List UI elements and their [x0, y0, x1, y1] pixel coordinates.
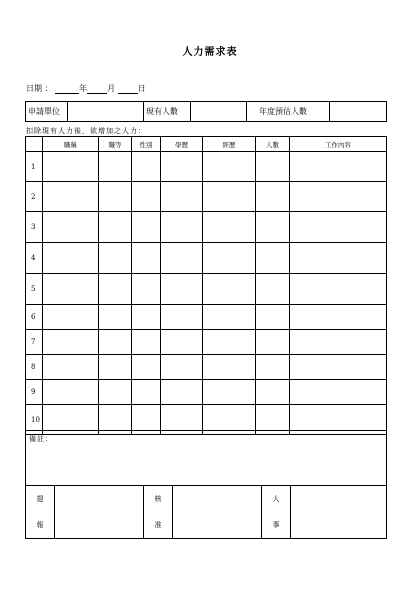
- hr-label: 人 事: [262, 486, 291, 539]
- table-cell[interactable]: [161, 380, 203, 405]
- table-row: [26, 380, 387, 405]
- table-cell[interactable]: [203, 182, 256, 212]
- hr-signature-field[interactable]: [291, 486, 387, 539]
- header-cell: 職稱: [43, 137, 99, 152]
- table-cell[interactable]: [132, 152, 161, 182]
- table-cell[interactable]: [99, 380, 132, 405]
- table-cell[interactable]: [132, 355, 161, 380]
- year-field[interactable]: [55, 84, 79, 94]
- table-cell[interactable]: [256, 330, 290, 355]
- row-number: 7: [26, 330, 43, 355]
- remarks-field[interactable]: [26, 431, 387, 486]
- table-cell[interactable]: [290, 243, 387, 274]
- table-cell[interactable]: [99, 243, 132, 274]
- annual-estimate-field[interactable]: [330, 102, 387, 122]
- table-row: [26, 212, 387, 243]
- table-cell[interactable]: [203, 355, 256, 380]
- table-cell[interactable]: [132, 212, 161, 243]
- table-row: [26, 305, 387, 330]
- header-cell: 經歷: [203, 137, 256, 152]
- table-cell[interactable]: [161, 274, 203, 305]
- table-row: [26, 330, 387, 355]
- table-cell[interactable]: [256, 212, 290, 243]
- table-cell[interactable]: [43, 330, 99, 355]
- header-cell: [26, 137, 43, 152]
- request-table: [25, 136, 387, 435]
- table-cell[interactable]: [256, 152, 290, 182]
- table-cell[interactable]: [203, 330, 256, 355]
- table-cell[interactable]: [161, 243, 203, 274]
- table-cell[interactable]: [203, 380, 256, 405]
- approve-signature-field[interactable]: [173, 486, 262, 539]
- table-cell[interactable]: [256, 305, 290, 330]
- table-cell[interactable]: [161, 330, 203, 355]
- table-cell[interactable]: [43, 274, 99, 305]
- header-cell: 工作內容: [290, 137, 387, 152]
- table-cell[interactable]: [43, 243, 99, 274]
- header-cell: 學歷: [161, 137, 203, 152]
- table-cell[interactable]: [99, 274, 132, 305]
- table-cell[interactable]: [43, 212, 99, 243]
- table-cell[interactable]: [161, 305, 203, 330]
- table-cell[interactable]: [161, 152, 203, 182]
- table-cell[interactable]: [161, 212, 203, 243]
- row-number: 5: [26, 274, 43, 305]
- current-headcount-field[interactable]: [191, 102, 247, 122]
- table-row: [26, 243, 387, 274]
- approve-label: 核 准: [144, 486, 173, 539]
- table-cell[interactable]: [132, 380, 161, 405]
- table-cell[interactable]: [290, 182, 387, 212]
- table-cell[interactable]: [161, 355, 203, 380]
- table-cell[interactable]: [256, 274, 290, 305]
- row-number: 4: [26, 243, 43, 274]
- applying-unit-label: 申請單位: [26, 102, 68, 122]
- table-cell[interactable]: [132, 274, 161, 305]
- table-cell[interactable]: [203, 305, 256, 330]
- row-number: 1: [26, 152, 43, 182]
- propose-label: 提 報: [26, 486, 55, 539]
- day-label: 日: [137, 84, 146, 93]
- table-cell[interactable]: [290, 305, 387, 330]
- table-cell[interactable]: [256, 182, 290, 212]
- request-note: 扣除現有人力後，欲增加之人力：: [26, 127, 146, 135]
- table-cell[interactable]: [99, 212, 132, 243]
- row-number: 8: [26, 355, 43, 380]
- form-title: 人力需求表: [182, 47, 238, 58]
- table-cell[interactable]: [290, 212, 387, 243]
- table-cell[interactable]: [203, 152, 256, 182]
- table-cell[interactable]: [132, 243, 161, 274]
- table-cell[interactable]: [43, 380, 99, 405]
- header-cell: 性別: [132, 137, 161, 152]
- table-row: [26, 274, 387, 305]
- table-cell[interactable]: [256, 355, 290, 380]
- table-cell[interactable]: [290, 274, 387, 305]
- table-cell[interactable]: [203, 212, 256, 243]
- table-cell[interactable]: [290, 355, 387, 380]
- table-cell[interactable]: [132, 182, 161, 212]
- remarks-label: 備註：: [29, 435, 53, 443]
- table-cell[interactable]: [161, 182, 203, 212]
- table-cell[interactable]: [290, 330, 387, 355]
- info-table: [25, 101, 387, 122]
- date-colon: ：: [44, 84, 53, 93]
- row-number: 3: [26, 212, 43, 243]
- header-row: [26, 137, 387, 152]
- table-cell[interactable]: [256, 380, 290, 405]
- day-field[interactable]: [118, 84, 138, 94]
- table-row: [26, 182, 387, 212]
- table-cell[interactable]: [132, 330, 161, 355]
- row-number: 2: [26, 182, 43, 212]
- date-row: [26, 83, 146, 94]
- table-cell[interactable]: [290, 152, 387, 182]
- header-cell: 職等: [99, 137, 132, 152]
- row-number: 9: [26, 380, 43, 405]
- table-cell[interactable]: [43, 152, 99, 182]
- table-row: [26, 355, 387, 380]
- header-cell: 人數: [256, 137, 290, 152]
- table-cell[interactable]: [256, 243, 290, 274]
- table-row: [26, 152, 387, 182]
- table-cell[interactable]: [203, 243, 256, 274]
- remarks-signoff-table: [25, 430, 387, 539]
- current-headcount-label: 現有人數: [144, 102, 191, 122]
- date-label: 日期: [26, 84, 42, 93]
- row-number: 10: [26, 405, 43, 435]
- table-cell[interactable]: [43, 182, 99, 212]
- annual-estimate-label: 年度預估人數: [247, 102, 330, 122]
- month-field[interactable]: [87, 84, 107, 94]
- table-cell[interactable]: [99, 182, 132, 212]
- row-number: 6: [26, 305, 43, 330]
- table-cell[interactable]: [99, 355, 132, 380]
- propose-signature-field[interactable]: [55, 486, 144, 539]
- table-cell[interactable]: [290, 380, 387, 405]
- table-cell[interactable]: [99, 330, 132, 355]
- table-cell[interactable]: [203, 274, 256, 305]
- table-cell[interactable]: [43, 355, 99, 380]
- applying-unit-field[interactable]: [68, 102, 144, 122]
- table-cell[interactable]: [99, 152, 132, 182]
- month-label: 月: [107, 84, 116, 93]
- table-cell[interactable]: [99, 305, 132, 330]
- table-cell[interactable]: [43, 305, 99, 330]
- table-cell[interactable]: [132, 305, 161, 330]
- year-label: 年: [79, 84, 88, 93]
